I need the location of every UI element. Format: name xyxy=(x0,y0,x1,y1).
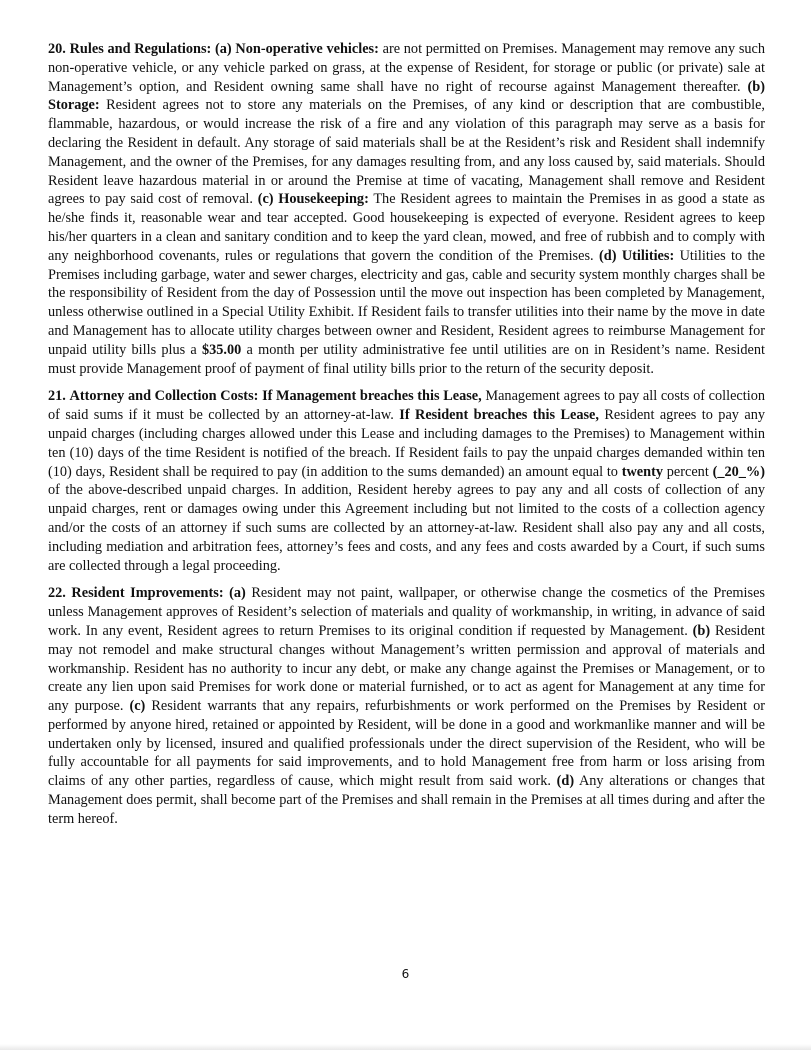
section-20b-label: (b) Storage: xyxy=(48,78,765,114)
section-20-title: Rules and Regulations: xyxy=(69,41,212,57)
section-20c-text: The Resident agrees to maintain the Premises in as good a state as he/she finds it, reasonable wear and tear accepted. Good housekeeping is expected of everyone. Resident agrees to keep his/her quarters in a clean and sanitary condition and to keep the yard clean, mowed, and free of rubbish and to comply with any neighborhood covenants, rules or regulations that govern the condition of the Premises. xyxy=(48,191,766,264)
section-20b-text: Resident agrees not to store any materials on the Premises, of any kind or description that are combustible, flammable, hazardous, or would increase the risk of a fire and any violation of this paragraph may serve as a basis for declaring the Resident in default. Any storage of said materials shall be at the Resident’s risk and Resident shall indemnify Management, and the owner of the Premises, for any damages resulting from, and any loss caused by, said materials. Should Resident leave hazardous material in or around the Premise at time of vacating, Management shall remove and Resident agrees to pay said cost of removal. xyxy=(48,97,766,208)
section-21-title: Attorney and Collection Costs: xyxy=(69,388,259,405)
section-20a-label: (a) Non-operative vehicles: xyxy=(215,41,379,57)
section-22d-text: Any alterations or changes that Management does permit, shall become part of the Premises and shall remain in the Premises at all times during and after the term hereof. xyxy=(48,773,765,827)
section-22-title: Resident Improvements: xyxy=(71,585,224,602)
section-21-text-2: Resident agrees to pay any unpaid charges (including charges allowed under this Lease and including damages to the Premises) to Management within ten (10) days of the time Resident is notified of the breach. If Resident fails to pay the unpaid charges demanded within ten (10) days, Resident shall be required to pay (in addition to the sums demanded) an amount equal to xyxy=(48,407,766,480)
section-20a-text: are not permitted on Premises. Management may remove any such non-operative vehicle, or any vehicle parked on grass, at the expense of Resident, for storage or public (or private) sale at Management’s option, and Resident owning same shall have no right of recourse against Management thereafter. xyxy=(48,41,766,95)
page-bottom-edge xyxy=(0,1044,811,1050)
section-22-number: 22. xyxy=(48,585,66,602)
section-21-text-3: percent xyxy=(666,463,709,480)
section-20-rules-and-regulations xyxy=(48,40,765,378)
section-21-attorney-and-collection-costs xyxy=(48,387,765,575)
section-22c-label: (c) xyxy=(129,698,146,715)
section-21-percent-value: (_20_%) xyxy=(712,463,765,480)
section-21-management-breach: If Management breaches this Lease, xyxy=(262,388,482,405)
section-22-resident-improvements xyxy=(48,584,765,828)
section-22b-text: Resident may not remodel and make structural changes without Management’s written permission and approval of materials and workmanship. Resident has no authority to incur any debt, or make any change against the Premises or Management, or to create any lien upon said Premises for work done or material furnished, or to act as agent for Management at any time for any purpose. xyxy=(48,622,765,715)
section-21-resident-breach: If Resident breaches this Lease, xyxy=(399,407,599,424)
section-20d-text-1: Utilities to the Premises including garbage, water and sewer charges, electricity and gas, cable and security system monthly charges shall be the responsibility of Resident from the day of Possession until the move out inspection has been completed by Management, unless otherwise outlined in a Special Utility Exhibit. If Resident fails to transfer utilities into their name by the move in date and Management has to allocate utility charges between owner and Resident, Resident agrees to reimburse Management for unpaid utility bills plus a xyxy=(48,247,765,358)
page-number: 6 xyxy=(401,967,410,981)
section-22b-label: (b) xyxy=(692,622,711,639)
document-page xyxy=(48,40,765,838)
section-22d-label: (d) xyxy=(556,773,575,790)
section-21-number: 21. xyxy=(48,388,66,405)
section-20c-label: (c) Housekeeping: xyxy=(257,191,369,208)
section-20d-label: (d) Utilities: xyxy=(598,247,675,264)
section-21-text-4: of the above-described unpaid charges. In addition, Resident hereby agrees to pay any and all costs of collection of any unpaid charges, rent or damages owing under this Agreement including but not limited to the costs of a collection agency and/or the costs of an attorney if such sums are collected by an attorney-at-law. Resident shall also pay any and all costs, including mediation and arbitration fees, attorney’s fees and costs, and any fees and costs awarded by a Court, if such sums are collected through a legal proceeding. xyxy=(48,482,765,574)
section-21-twenty: twenty xyxy=(621,463,663,480)
section-20d-text-2: a month per utility administrative fee until utilities are on in Resident’s name. Resident must provide Management proof of payment of final utility bills prior to the return of the security deposit. xyxy=(48,341,765,377)
section-22a-label: (a) xyxy=(229,585,246,602)
section-20-number: 20. xyxy=(48,41,66,57)
section-22a-text: Resident may not paint, wallpaper, or otherwise change the cosmetics of the Premises unless Management approves of Resident’s selection of materials and quality of workmanship, in writing, in advance of said work. In any event, Resident agrees to return Premises to its original condition if requested by Management. xyxy=(48,585,765,639)
section-22c-text: Resident warrants that any repairs, refurbishments or work performed on the Premises by Resident or performed by anyone hired, retained or appointed by Resident, will be done in a good and workmanlike manner and will be undertaken only by licensed, insured and qualified professionals under the direct supervision of the Resident, who will be fully accountable for all payments for said improvements, and to hold Management free from harm or loss arising from claims of any other parties, regardless of cause, which might result from said work. xyxy=(48,698,765,790)
section-21-text-1: Management agrees to pay all costs of collection of said sums if it must be collected by an attorney-at-law. xyxy=(48,388,766,424)
utility-fee-amount: $35.00 xyxy=(201,341,242,358)
